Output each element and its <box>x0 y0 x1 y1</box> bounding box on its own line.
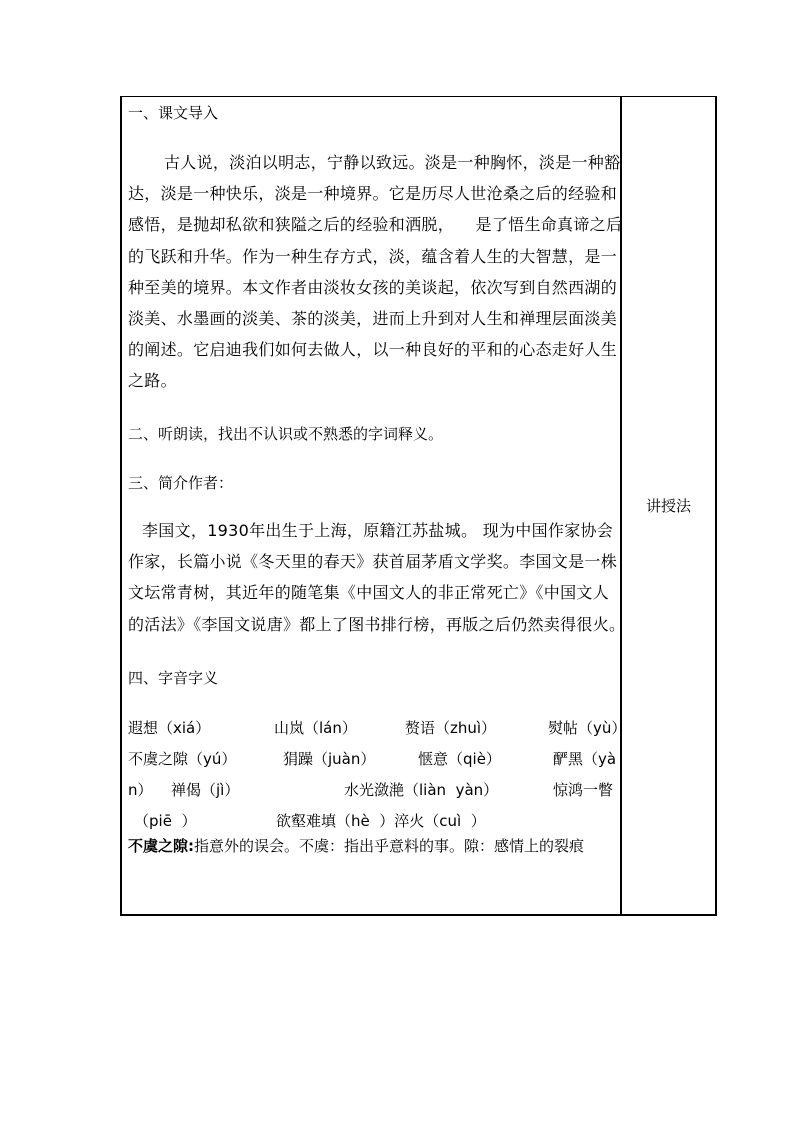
vocab-item: 欲壑难填（hè ）淬火（cuì ） <box>276 812 486 830</box>
vocab-item: 禅偈（jì） <box>171 781 240 799</box>
vocab-item: 惊鸿一瞥 <box>553 781 614 799</box>
vocab-item: 狷躁（juàn） <box>283 750 376 768</box>
definition-term: 不虞之隙: <box>128 837 194 855</box>
lesson-table <box>120 96 717 916</box>
teaching-method: 讲授法 <box>645 497 691 515</box>
section-1-line: 之路。 <box>128 371 177 391</box>
vocab-item: 不虞之隙（yú） <box>128 750 237 768</box>
vocab-item: 熨帖（yù） <box>548 719 627 737</box>
section-4-heading: 四、字音字义 <box>128 669 219 687</box>
section-1-paragraph <box>128 147 623 397</box>
vocab-item: 水光潋滟（liàn yàn） <box>344 781 499 799</box>
section-1-line: 达，淡是一种快乐，淡是一种境界。它是历尽人世沧桑之后的经验和 <box>128 184 618 204</box>
vocab-item: 酽黑（yà <box>553 750 617 768</box>
section-3-heading: 三、简介作者： <box>128 474 234 492</box>
section-1-line: 种至美的境界。本文作者由淡妆女孩的美谈起，依次写到自然西湖的 <box>128 277 618 297</box>
vocab-item: 惬意（qiè） <box>418 750 501 768</box>
section-1-line: 感悟，是抛却私欲和狭隘之后的经验和洒脱， 是了悟生命真谛之后 <box>128 215 623 235</box>
section-3-line: 文坛常青树，其近年的随笔集《中国文人的非正常死亡》《中国文人 <box>128 583 610 603</box>
definition-text: 指意外的误会。不虞：指出乎意料的事。隙：感情上的裂痕 <box>194 837 585 855</box>
section-1-heading: 一、课文导入 <box>128 104 219 122</box>
section-3-line: 作家，长篇小说《冬天里的春天》获首届茅盾文学奖。李国文是一株 <box>128 552 618 572</box>
section-1-line: 淡美、水墨画的淡美、茶的淡美，进而上升到对人生和禅理层面淡美 <box>128 309 618 329</box>
section-3-line: 李国文，1930年出生于上海，原籍江苏盐城。 现为中国作家协会 <box>142 521 614 540</box>
definition-line <box>128 835 584 856</box>
section-3-paragraph <box>128 515 626 640</box>
section-3-line: 的活法》《李国文说唐》都上了图书排行榜，再版之后仍然卖得很火。 <box>128 614 626 634</box>
vocab-item: n） <box>128 781 153 799</box>
teaching-method-cell <box>622 495 715 516</box>
vocab-item: 遐想（xiá） <box>128 719 211 737</box>
vocab-item: 山岚（lán） <box>274 719 357 737</box>
section-2-heading: 二、听朗读，找出不认识或不熟悉的字词释义。 <box>128 425 444 443</box>
section-1-line: 古人说，淡泊以明志，宁静以致远。淡是一种胸怀，淡是一种豁 <box>164 153 621 172</box>
vocab-item: 赘语（zhuì） <box>405 719 497 737</box>
vocab-item: （piē ） <box>134 812 197 830</box>
section-1-line: 的阐述。它启迪我们如何去做人，以一种良好的平和的心态走好人生 <box>128 340 618 360</box>
section-1-line: 的飞跃和升华。作为一种生存方式，淡，蕴含着人生的大智慧，是一 <box>128 246 618 266</box>
